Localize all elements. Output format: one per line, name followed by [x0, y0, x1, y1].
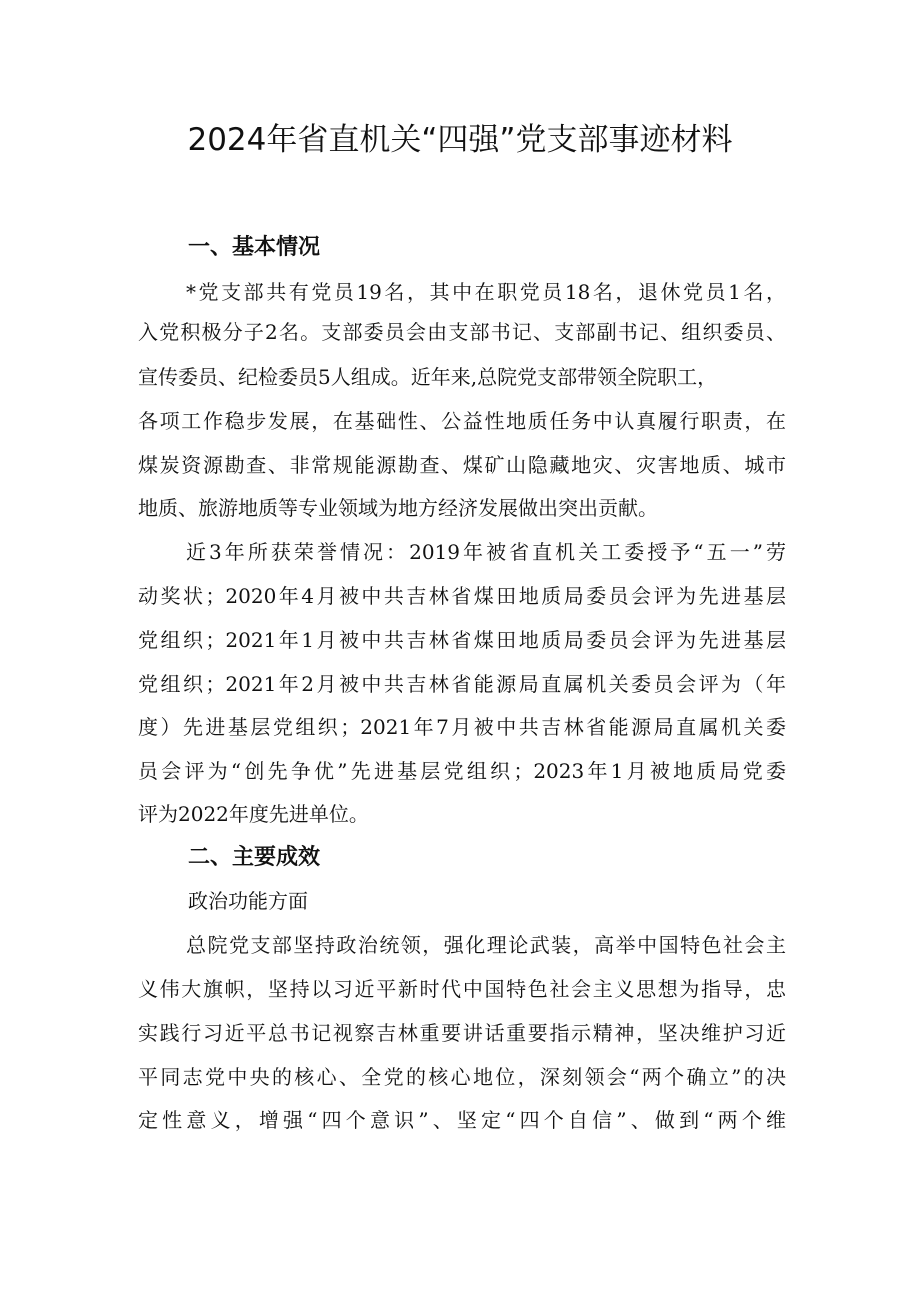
paragraph-line: 总院党支部坚持政治统领，强化理论武装，高举中国特色社会主 [186, 933, 786, 957]
paragraph-line: 入党积极分子2名。支部委员会由支部书记、支部副书记、组织委员、 [138, 320, 786, 344]
section-heading-basic-info: 一、基本情况 [188, 235, 321, 260]
paragraph-line: 党组织；2021年1月被中共吉林省煤田地质局委员会评为先进基层 [138, 628, 786, 652]
paragraph-line: 义伟大旗帜，坚持以习近平新时代中国特色社会主义思想为指导，忠 [138, 977, 786, 1001]
paragraph-line: 地质、旅游地质等专业领域为地方经济发展做出突出贡献。 [138, 496, 658, 520]
paragraph-line: 平同志党中央的核心、全党的核心地位，深刻领会“两个确立”的决 [138, 1065, 786, 1089]
paragraph-line: 宣传委员、纪检委员5人组成。近年来,总院党支部带领全院职工， [138, 365, 718, 389]
subsection-heading-political-function: 政治功能方面 [188, 889, 308, 913]
paragraph-line: 动奖状；2020年4月被中共吉林省煤田地质局委员会评为先进基层 [138, 584, 786, 608]
document-title: 2024年省直机关“四强”党支部事迹材料 [187, 122, 733, 158]
paragraph-line: 评为2022年度先进单位。 [138, 802, 369, 826]
paragraph-line: 度）先进基层党组织；2021年7月被中共吉林省能源局直属机关委 [138, 715, 786, 739]
paragraph-line: 各项工作稳步发展，在基础性、公益性地质任务中认真履行职责，在 [138, 409, 786, 433]
paragraph-line: *党支部共有党员19名，其中在职党员18名，退休党员1名， [186, 280, 786, 304]
paragraph-line: 党组织；2021年2月被中共吉林省能源局直属机关委员会评为（年 [138, 672, 786, 696]
section-heading-main-results: 二、主要成效 [188, 845, 321, 870]
paragraph-line: 员会评为“创先争优”先进基层党组织；2023年1月被地质局党委 [138, 759, 786, 783]
paragraph-line: 实践行习近平总书记视察吉林重要讲话重要指示精神，坚决维护习近 [138, 1021, 786, 1045]
paragraph-line: 煤炭资源勘查、非常规能源勘查、煤矿山隐藏地灾、灾害地质、城市 [138, 453, 786, 477]
paragraph-line: 近3年所获荣誉情况：2019年被省直机关工委授予“五一”劳 [186, 540, 786, 564]
paragraph-line: 定性意义，增强“四个意识”、坚定“四个自信”、做到“两个维 [138, 1108, 786, 1132]
